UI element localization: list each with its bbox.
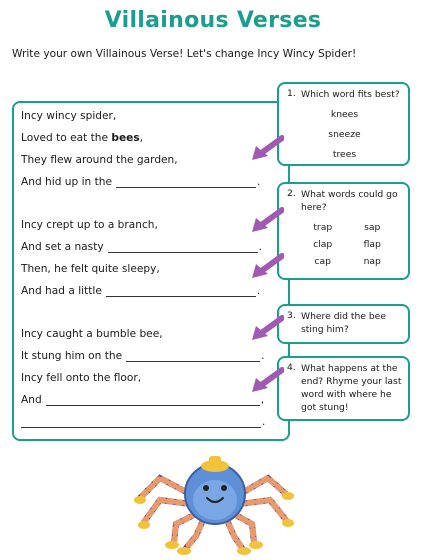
verse1-line1: Incy wincy spider, (21, 110, 117, 122)
verse2-line3: Then, he felt quite sleepy, (21, 263, 160, 275)
verse3-line5: . (21, 416, 265, 428)
arrow-icon (250, 366, 284, 396)
option-sap: sap (364, 222, 381, 233)
option-flap: flap (363, 239, 381, 250)
question-box-2: 2. What words could go here? trap sap clap flap cap nap (277, 182, 410, 280)
answer-blank-3[interactable] (106, 295, 256, 297)
instruction-text: Write your own Villainous Verse! Let's change Incy Wincy Spider! (12, 48, 357, 60)
verse3-line1: Incy caught a bumble bee, (21, 328, 163, 340)
answer-blank-5[interactable] (46, 404, 260, 406)
option-knees: knees (330, 109, 359, 120)
option-trees: trees (332, 149, 357, 160)
option-clap: clap (313, 239, 333, 250)
verse1-line4: And hid up in the . (21, 176, 261, 188)
bold-word-bees: bees (111, 132, 140, 144)
verse1-line3: They flew around the garden, (21, 154, 178, 166)
answer-blank-6[interactable] (21, 426, 261, 428)
verse2-line2: And set a nasty . (21, 241, 262, 253)
answer-blank-1[interactable] (116, 186, 256, 188)
verse3-line3: Incy fell onto the floor, (21, 372, 142, 384)
question-box-1: 1. Which word fits best? knees sneeze trees (277, 82, 410, 166)
question-box-3: 3. Where did the bee sting him? (277, 304, 410, 344)
verse3-line4: And , (21, 394, 265, 406)
answer-blank-2[interactable] (108, 251, 258, 253)
verse2-line1: Incy crept up to a branch, (21, 219, 158, 231)
option-cap: cap (314, 256, 331, 267)
verse2-line4: And had a little . (21, 285, 261, 297)
arrow-icon (250, 252, 284, 282)
question-box-4: 4. What happens at the end? Rhyme your last word with where he got stung! (277, 356, 410, 421)
answer-blank-4[interactable] (126, 360, 260, 362)
verse3-line2: It stung him on the . (21, 350, 265, 362)
spider-icon (130, 438, 300, 556)
option-nap: nap (363, 256, 381, 267)
arrow-icon (250, 206, 284, 236)
arrow-icon (250, 314, 284, 344)
page-title: Villainous Verses (104, 8, 322, 33)
verse1-line2: Loved to eat the bees , (21, 132, 144, 144)
option-trap: trap (313, 222, 333, 233)
option-sneeze: sneeze (328, 129, 361, 140)
arrow-icon (250, 134, 284, 164)
